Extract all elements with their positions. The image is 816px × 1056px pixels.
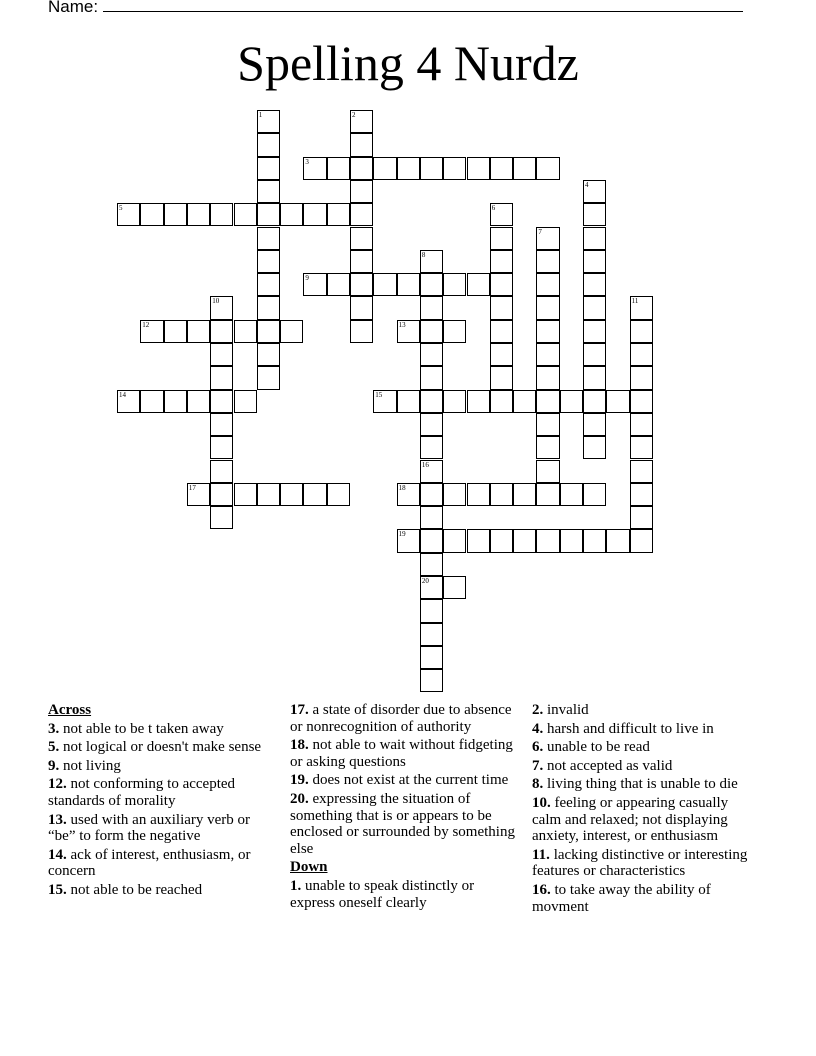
- clue-num: 7.: [532, 757, 544, 774]
- grid-cell[interactable]: [490, 320, 513, 343]
- grid-cell[interactable]: [443, 390, 466, 413]
- clue-text: used with an auxiliary verb or “be” to form the negative: [48, 811, 251, 845]
- clue-text: not able to wait without fidgeting or asking questions: [290, 737, 513, 770]
- clue-num: 3.: [48, 720, 60, 737]
- grid-cell[interactable]: [630, 436, 653, 459]
- clue-text: expressing the situation of something that is or appears to be enclosed or surrounded by something else: [290, 790, 515, 857]
- grid-cell[interactable]: [257, 366, 280, 389]
- grid-cell[interactable]: [210, 203, 233, 226]
- grid-cell[interactable]: [583, 343, 606, 366]
- grid-cell[interactable]: [583, 203, 606, 226]
- grid-cell[interactable]: [210, 460, 233, 483]
- grid-cell[interactable]: [560, 483, 583, 506]
- grid-cell[interactable]: [443, 320, 466, 343]
- down-clue: [290, 878, 515, 911]
- down-clue: [532, 758, 757, 775]
- clue-text: feeling or appearing casually calm and relaxed; not displaying anxiety, interest, or enthusiasm: [532, 794, 729, 845]
- grid-cell[interactable]: [303, 203, 326, 226]
- grid-cell[interactable]: [327, 203, 350, 226]
- clue-num: 18.: [290, 737, 309, 754]
- grid-cell[interactable]: [420, 390, 443, 413]
- grid-cell[interactable]: [583, 390, 606, 413]
- clue-num: 16.: [532, 881, 551, 898]
- clue-number: 8: [421, 250, 426, 259]
- grid-cell[interactable]: [583, 413, 606, 436]
- grid-cell[interactable]: [420, 250, 443, 273]
- clue-text: not logical or doesn't make sense: [59, 739, 262, 756]
- grid-cell[interactable]: [327, 483, 350, 506]
- clue-text: not living: [59, 757, 121, 774]
- grid-cell[interactable]: [583, 273, 606, 296]
- grid-cell[interactable]: [257, 320, 280, 343]
- grid-cell[interactable]: [257, 110, 280, 133]
- clue-number: 3: [305, 157, 309, 166]
- grid-cell[interactable]: [187, 483, 210, 506]
- grid-cell[interactable]: [536, 320, 559, 343]
- grid-cell[interactable]: [187, 320, 210, 343]
- grid-cell[interactable]: [350, 180, 373, 203]
- grid-cell[interactable]: [164, 320, 187, 343]
- clue-number: 2: [352, 111, 356, 119]
- grid-cell[interactable]: [630, 296, 653, 319]
- grid-cell[interactable]: [420, 646, 443, 669]
- clue-num: 5.: [48, 739, 60, 756]
- grid-cell[interactable]: [536, 390, 559, 413]
- clue-number: 1: [258, 111, 263, 119]
- grid-cell[interactable]: [164, 390, 187, 413]
- grid-cell[interactable]: [420, 506, 443, 529]
- grid-cell[interactable]: [280, 320, 303, 343]
- grid-cell[interactable]: [536, 436, 559, 459]
- clue-number: 18: [398, 483, 406, 492]
- grid-cell[interactable]: [164, 203, 187, 226]
- grid-cell[interactable]: [490, 157, 513, 180]
- clue-num: 17.: [290, 702, 309, 718]
- grid-cell[interactable]: [536, 273, 559, 296]
- grid-cell[interactable]: [560, 529, 583, 552]
- clue-num: 8.: [532, 776, 544, 793]
- grid-cell[interactable]: [420, 576, 443, 599]
- clue-text: invalid: [543, 702, 589, 718]
- clue-num: 19.: [290, 772, 309, 789]
- clue-number: 13: [398, 320, 406, 329]
- clue-num: 20.: [290, 790, 309, 807]
- across-clue: [290, 737, 515, 770]
- grid-cell[interactable]: [187, 203, 210, 226]
- grid-cell[interactable]: [210, 296, 233, 319]
- grid-cell[interactable]: [420, 623, 443, 646]
- clue-text: harsh and difficult to live in: [543, 720, 714, 737]
- grid-cell[interactable]: [513, 390, 536, 413]
- grid-cell[interactable]: [373, 273, 396, 296]
- grid-cell[interactable]: [257, 157, 280, 180]
- grid-cell[interactable]: [210, 320, 233, 343]
- grid-cell[interactable]: [490, 483, 513, 506]
- across-clue: [290, 791, 515, 857]
- clue-text: not able to be t taken away: [59, 720, 224, 737]
- grid-cell[interactable]: [420, 529, 443, 552]
- grid-cell[interactable]: [536, 529, 559, 552]
- down-clue: [532, 795, 757, 845]
- grid-cell[interactable]: [350, 273, 373, 296]
- grid-cell[interactable]: [257, 343, 280, 366]
- clue-num: 9.: [48, 757, 60, 774]
- grid-cell[interactable]: [397, 390, 420, 413]
- across-clue: [48, 812, 273, 845]
- clue-number: 14: [119, 390, 126, 399]
- grid-cell[interactable]: [350, 157, 373, 180]
- grid-cell[interactable]: [373, 390, 396, 413]
- grid-cell[interactable]: [140, 390, 163, 413]
- down-heading: Down: [290, 859, 328, 876]
- clue-number: 12: [142, 320, 150, 329]
- grid-cell[interactable]: [420, 343, 443, 366]
- grid-cell[interactable]: [420, 669, 443, 692]
- grid-cell[interactable]: [140, 203, 163, 226]
- grid-cell[interactable]: [513, 483, 536, 506]
- grid-cell[interactable]: [234, 390, 257, 413]
- grid-cell[interactable]: [350, 296, 373, 319]
- grid-cell[interactable]: [490, 296, 513, 319]
- grid-cell[interactable]: [536, 250, 559, 273]
- grid-cell[interactable]: [583, 250, 606, 273]
- clue-number: 5: [119, 204, 123, 213]
- grid-cell[interactable]: [420, 296, 443, 319]
- clue-number: 15: [375, 390, 383, 399]
- grid-cell[interactable]: [513, 157, 536, 180]
- grid-cell[interactable]: [583, 529, 606, 552]
- grid-cell[interactable]: [583, 436, 606, 459]
- clue-number: 7: [538, 227, 542, 236]
- grid-cell[interactable]: [630, 366, 653, 389]
- grid-cell[interactable]: [490, 343, 513, 366]
- grid-cell[interactable]: [234, 320, 257, 343]
- grid-cell[interactable]: [490, 227, 513, 250]
- clue-num: 6.: [532, 739, 544, 756]
- grid-cell[interactable]: [536, 483, 559, 506]
- grid-cell[interactable]: [490, 529, 513, 552]
- grid-cell[interactable]: [420, 436, 443, 459]
- grid-cell[interactable]: [467, 529, 490, 552]
- clue-num: 1.: [290, 877, 302, 894]
- grid-cell[interactable]: [303, 483, 326, 506]
- grid-cell[interactable]: [420, 599, 443, 622]
- clue-num: 15.: [48, 881, 67, 898]
- grid-cell[interactable]: [210, 390, 233, 413]
- grid-cell[interactable]: [443, 157, 466, 180]
- clue-text: not conforming to accepted standards of morality: [48, 776, 236, 809]
- grid-cell[interactable]: [280, 483, 303, 506]
- grid-cell[interactable]: [210, 436, 233, 459]
- grid-cell[interactable]: [536, 296, 559, 319]
- across-clue: [48, 776, 273, 809]
- grid-cell[interactable]: [420, 413, 443, 436]
- clue-text: not able to be reached: [66, 881, 203, 898]
- grid-cell[interactable]: [443, 483, 466, 506]
- clue-text: does not exist at the current time: [308, 772, 509, 789]
- grid-cell[interactable]: [350, 133, 373, 156]
- grid-cell[interactable]: [350, 227, 373, 250]
- grid-cell[interactable]: [490, 203, 513, 226]
- name-label: Name:: [48, 0, 99, 16]
- clue-number: 9: [305, 274, 309, 283]
- down-clue: [532, 847, 757, 880]
- grid-cell[interactable]: [443, 576, 466, 599]
- down-clue: [532, 721, 757, 738]
- grid-cell[interactable]: [327, 157, 350, 180]
- grid-cell[interactable]: [467, 273, 490, 296]
- grid-cell[interactable]: [257, 483, 280, 506]
- grid-cell[interactable]: [583, 227, 606, 250]
- grid-cell[interactable]: [630, 460, 653, 483]
- grid-cell[interactable]: [373, 157, 396, 180]
- grid-cell[interactable]: [583, 320, 606, 343]
- clue-number: 17: [188, 483, 196, 492]
- clue-text: ack of interest, enthusiasm, or concern: [48, 846, 251, 880]
- grid-cell[interactable]: [420, 157, 443, 180]
- clue-number: 19: [398, 530, 406, 539]
- across-clue: [48, 882, 273, 899]
- clue-text: to take away the ability of movment: [532, 881, 711, 915]
- grid-cell[interactable]: [490, 250, 513, 273]
- grid-cell[interactable]: [397, 273, 420, 296]
- grid-cell[interactable]: [397, 320, 420, 343]
- grid-cell[interactable]: [210, 506, 233, 529]
- grid-cell[interactable]: [350, 203, 373, 226]
- across-heading: Across: [48, 702, 92, 718]
- across-clue: [290, 702, 515, 735]
- grid-cell[interactable]: [397, 157, 420, 180]
- grid-cell[interactable]: [210, 413, 233, 436]
- grid-cell[interactable]: [560, 390, 583, 413]
- grid-cell[interactable]: [630, 506, 653, 529]
- clue-number: 16: [421, 460, 429, 469]
- grid-cell[interactable]: [210, 343, 233, 366]
- grid-cell[interactable]: [303, 157, 326, 180]
- grid-cell[interactable]: [630, 343, 653, 366]
- puzzle-title: Spelling 4 Nurdz: [237, 35, 579, 91]
- clue-num: 12.: [48, 776, 67, 793]
- clue-text: a state of disorder due to absence or nonrecognition of authority: [290, 702, 512, 735]
- clue-number: 20: [421, 577, 429, 585]
- grid-cell[interactable]: [536, 227, 559, 250]
- down-clue: [532, 882, 757, 915]
- grid-cell[interactable]: [420, 320, 443, 343]
- grid-cell[interactable]: [210, 366, 233, 389]
- grid-cell[interactable]: [536, 157, 559, 180]
- clue-number: 4: [585, 180, 589, 189]
- grid-cell[interactable]: [467, 157, 490, 180]
- grid-cell[interactable]: [257, 250, 280, 273]
- grid-cell[interactable]: [397, 529, 420, 552]
- grid-cell[interactable]: [210, 483, 233, 506]
- grid-cell[interactable]: [536, 366, 559, 389]
- clue-num: 14.: [48, 846, 67, 863]
- grid-cell[interactable]: [536, 343, 559, 366]
- down-clue: [532, 739, 757, 756]
- grid-cell[interactable]: [257, 180, 280, 203]
- grid-cell[interactable]: [513, 529, 536, 552]
- across-clue: [290, 772, 515, 789]
- grid-cell[interactable]: [606, 529, 629, 552]
- grid-cell[interactable]: [606, 390, 629, 413]
- grid-cell[interactable]: [420, 366, 443, 389]
- down-clue: [532, 776, 757, 793]
- grid-cell[interactable]: [257, 133, 280, 156]
- clue-number: 6: [491, 204, 496, 213]
- grid-cell[interactable]: [420, 273, 443, 296]
- grid-cell[interactable]: [350, 110, 373, 133]
- clue-text: living thing that is unable to die: [543, 776, 738, 793]
- grid-cell[interactable]: [234, 203, 257, 226]
- grid-cell[interactable]: [397, 483, 420, 506]
- grid-cell[interactable]: [257, 296, 280, 319]
- clue-text: lacking distinctive or interesting features or characteristics: [532, 846, 748, 880]
- clue-number: 10: [212, 297, 220, 306]
- clue-num: 4.: [532, 720, 544, 737]
- grid-cell[interactable]: [490, 273, 513, 296]
- across-clue: [48, 739, 273, 756]
- grid-cell[interactable]: [234, 483, 257, 506]
- grid-cell[interactable]: [630, 320, 653, 343]
- clue-num: 2.: [532, 702, 544, 718]
- grid-cell[interactable]: [630, 390, 653, 413]
- grid-cell[interactable]: [187, 390, 210, 413]
- clue-text: unable to speak distinctly or express oneself clearly: [290, 877, 475, 911]
- grid-cell[interactable]: [257, 203, 280, 226]
- grid-cell[interactable]: [303, 273, 326, 296]
- grid-cell[interactable]: [536, 460, 559, 483]
- grid-cell[interactable]: [443, 273, 466, 296]
- grid-cell[interactable]: [467, 483, 490, 506]
- grid-cell[interactable]: [117, 390, 140, 413]
- grid-cell[interactable]: [257, 227, 280, 250]
- grid-cell[interactable]: [140, 320, 163, 343]
- grid-cell[interactable]: [257, 273, 280, 296]
- grid-cell[interactable]: [583, 483, 606, 506]
- grid-cell[interactable]: [583, 366, 606, 389]
- grid-cell[interactable]: [630, 529, 653, 552]
- clue-num: 10.: [532, 794, 551, 811]
- clue-text: not accepted as valid: [543, 757, 673, 774]
- grid-cell[interactable]: [583, 296, 606, 319]
- grid-cell[interactable]: [280, 203, 303, 226]
- grid-cell[interactable]: [327, 273, 350, 296]
- across-clue: [48, 847, 273, 880]
- across-clue: [48, 758, 273, 775]
- grid-cell[interactable]: [117, 203, 140, 226]
- grid-cell[interactable]: [630, 413, 653, 436]
- grid-cell[interactable]: [420, 483, 443, 506]
- clue-column-1: [48, 702, 273, 901]
- across-clue: [48, 721, 273, 738]
- grid-cell[interactable]: [420, 553, 443, 576]
- grid-cell[interactable]: [583, 180, 606, 203]
- clue-number: 11: [631, 297, 639, 306]
- grid-cell[interactable]: [536, 413, 559, 436]
- grid-cell[interactable]: [490, 366, 513, 389]
- grid-cell[interactable]: [630, 483, 653, 506]
- clue-num: 11.: [532, 846, 550, 863]
- grid-cell[interactable]: [490, 390, 513, 413]
- down-clue: [532, 702, 757, 719]
- clue-num: 13.: [48, 811, 67, 828]
- grid-cell[interactable]: [350, 250, 373, 273]
- clue-column-2: [290, 702, 515, 913]
- grid-cell[interactable]: [443, 529, 466, 552]
- grid-cell[interactable]: [350, 320, 373, 343]
- grid-cell[interactable]: [420, 460, 443, 483]
- clue-column-3: [532, 702, 757, 917]
- grid-cell[interactable]: [467, 390, 490, 413]
- clue-text: unable to be read: [543, 739, 650, 756]
